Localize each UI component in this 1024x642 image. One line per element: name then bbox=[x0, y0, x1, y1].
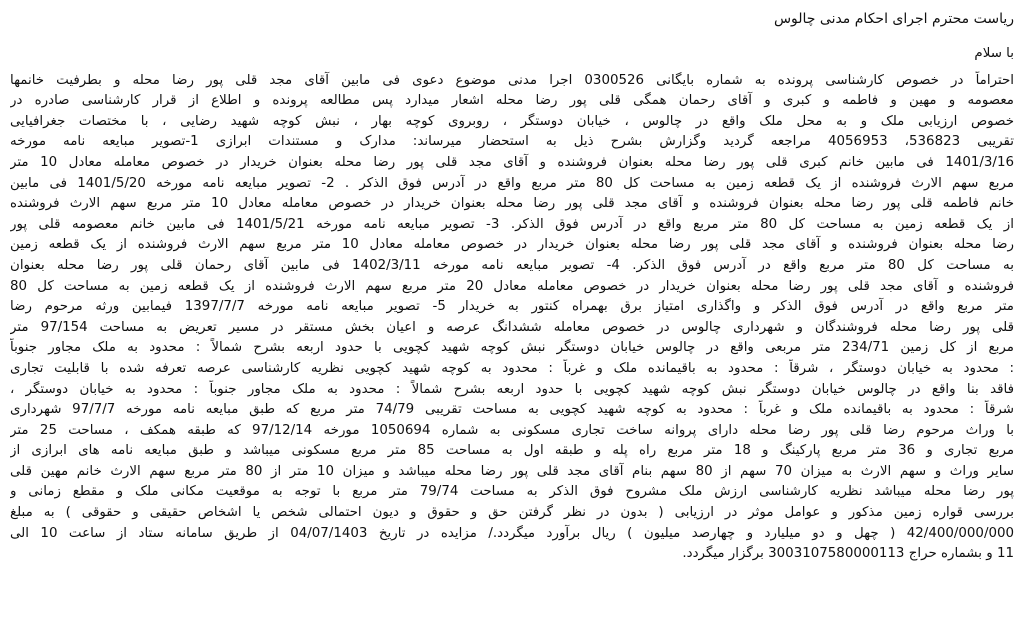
body-line: 11 و بشماره حراج 3003107580000113 برگزار میگردد. bbox=[682, 546, 1014, 562]
body-line: : محدود به خیابان دوستگر ، شرقاً : محدود به باقیمانده ملک و غرباً : محدود به کوچه شهید کچویی نظریه کارشناسی عرصه تعرفه شده با قابلیت تجاری bbox=[10, 360, 1014, 376]
body-line: تقریبی 536823، 4056953 مراجعه گردید وگزارش بشرح ذیل به استحضار میرساند: مدارک و مستندات ابرازی 1-تصویر مبایعه نامه مورخه bbox=[10, 134, 1014, 150]
body-line: سایر وراث و سهم الارث به میزان 70 سهم از 80 سهم بنام آقای مجد قلی پور رضا محله میباشد و میزان 10 متر از 80 متر مربع سهم الارث خانم مهین قلی bbox=[10, 463, 1014, 479]
body-line: شرقاً : محدود به باقیمانده ملک و غرباً : محدود به کوچه شهید کچویی به مساحت تقریبی 74/79 متر مربع که طبق مبایعه نامه مورخه 97/7/7 شهرداری bbox=[10, 402, 1014, 418]
recipient-heading: ریاست محترم اجرای احکام مدنی چالوس bbox=[773, 11, 1014, 27]
body-line: رضا محله بعنوان فروشنده و آقای مجد قلی پور رضا محله بعنوان خریدار در خصوص معامله معادل 10 متر مربع سهم الارث فروشنده از یک قطعه زمین bbox=[10, 237, 1014, 253]
body-line: فروشنده و آقای مجد قلی پور رضا محله بعنوان خریدار در خصوص معامله معادل 20 متر مربع سهم الارث فروشنده از یک قطعه زمین به مساحت کل 80 bbox=[10, 278, 1014, 294]
body-line: خصوص ارزیابی ملک و به محل ملک واقع در چالوس ، خیابان دوستگر ، روبروی کوچه بهار ، نبش کوچه شهید رضایی ، با مختصات جغرافیایی bbox=[10, 113, 1014, 129]
body-line: معصومه و مهین و فاطمه و کبری و آقای رحمان همگی قلی پور رضا محله اشعار میدارد پس مطالعه پرونده و اطلاع از قرار کارشناسی صادره در bbox=[10, 93, 1014, 109]
body-line: به مساحت کل 80 متر مربع واقع در آدرس فوق الذکر. 4- تصویر مبایعه نامه مورخه 1402/3/11 فی مابین آقای رحمان قلی پور رضا محله بعنوان bbox=[10, 257, 1014, 273]
body-line: 42/400/000/000 ( چهل و دو میلیارد و چهارصد میلیون ) ریال برآورد میگردد./ مزایده در تاریخ 04/07/1403 از طریق سامانه ستاد از ساعت 10 الی bbox=[10, 525, 1014, 541]
body-line: مربع از کل زمین 234/71 متر مربعی واقع در چالوس خیابان دوستگر نبش کوچه شهید کچویی با حدود اربعه بشرح شمالاً : محدود به ملک مجاور جنوباً bbox=[10, 340, 1014, 356]
body-line: مربع سهم الارث فروشنده از یک قطعه زمین به مساحت کل 80 متر مربع واقع در آدرس فوق الذکر . 2- تصویر مبایعه نامه مورخه 1401/5/20 فی مابین bbox=[10, 175, 1014, 191]
body-line: 1401/3/16 فی مابین خانم کبری قلی پور رضا محله بعنوان فروشنده و آقای مجد قلی پور رضا محله بعنوان خریدار در خصوص معامله معادل 10 متر bbox=[10, 154, 1014, 170]
body-line: بررسی قواره زمین مذکور و عوامل موثر در ارزیابی ( بدون در نظر گرفتن حق و حقوق و دیون احتمالی شخص یا اشخاص حقیقی و حقوقی ) به مبلغ bbox=[10, 505, 1014, 521]
body-line: قلی پور رضا محله فروشندگان و شهرداری چالوس در خصوص معامله ششدانگ عرصه و اعیان بخش مستقر در مسیر تعریض به مساحت 97/154 متر bbox=[10, 319, 1014, 335]
body-line: از یک قطعه زمین به مساحت کل 80 متر مربع واقع در آدرس فوق الذکر. 3- تصویر مبایعه نامه مورخه 1401/5/21 فی مابین خانم معصومه قلی پور bbox=[10, 216, 1014, 232]
body-line: احتراماً در خصوص کارشناسی پرونده به شماره بایگانی 0300526 اجرا مدنی موضوع دعوی فی مابین آقای مجد قلی پور رضا محله و بطرفیت خانمها bbox=[10, 72, 1014, 88]
body-line: متر مربع واقع در آدرس فوق الذکر و واگذاری امتیاز برق بهمراه کنتور به خریدار 5- تصویر مبایعه نامه مورخه 1397/7/7 فیمابین ورثه مرحوم رضا bbox=[10, 299, 1014, 315]
body-line: خانم فاطمه قلی پور رضا محله بعنوان فروشنده و آقای مجد قلی پور رضا محله بعنوان خریدار در خصوص معامله معادل 10 متر مربع سهم الارث فروشنده bbox=[10, 196, 1014, 212]
body-line: فاقد بنا واقع در چالوس خیابان دوستگر نبش کوچه شهید کچویی با حدود اربعه بشرح شمالاً : محدود به ملک مجاور جنوباً : محدود به خیابان دوستگر ، bbox=[10, 381, 1014, 397]
body-line: پور رضا محله میباشد نظریه کارشناسی ارزش ملک مشروح فوق الذکر به مساحت 79/74 متر مربع با توجه به موقعیت مکانی ملک و مقطع زمانی و bbox=[10, 484, 1014, 500]
greeting: با سلام bbox=[974, 46, 1014, 61]
body-line: مربع تجاری و 36 متر مربع پارکینگ و 18 متر مربع راه پله و طبقه اول به مساحت 85 متر مربع مسکونی میباشد و طبق مبایعه نامه های ابرازی از bbox=[10, 443, 1014, 459]
notice-body bbox=[10, 71, 1014, 565]
body-line: با وراث مرحوم رضا قلی پور رضا محله دارای پروانه ساخت تجاری مسکونی به شماره 1050694 مورخه 97/12/14 که طبقه همکف ، مساحت 25 متر bbox=[10, 422, 1014, 438]
